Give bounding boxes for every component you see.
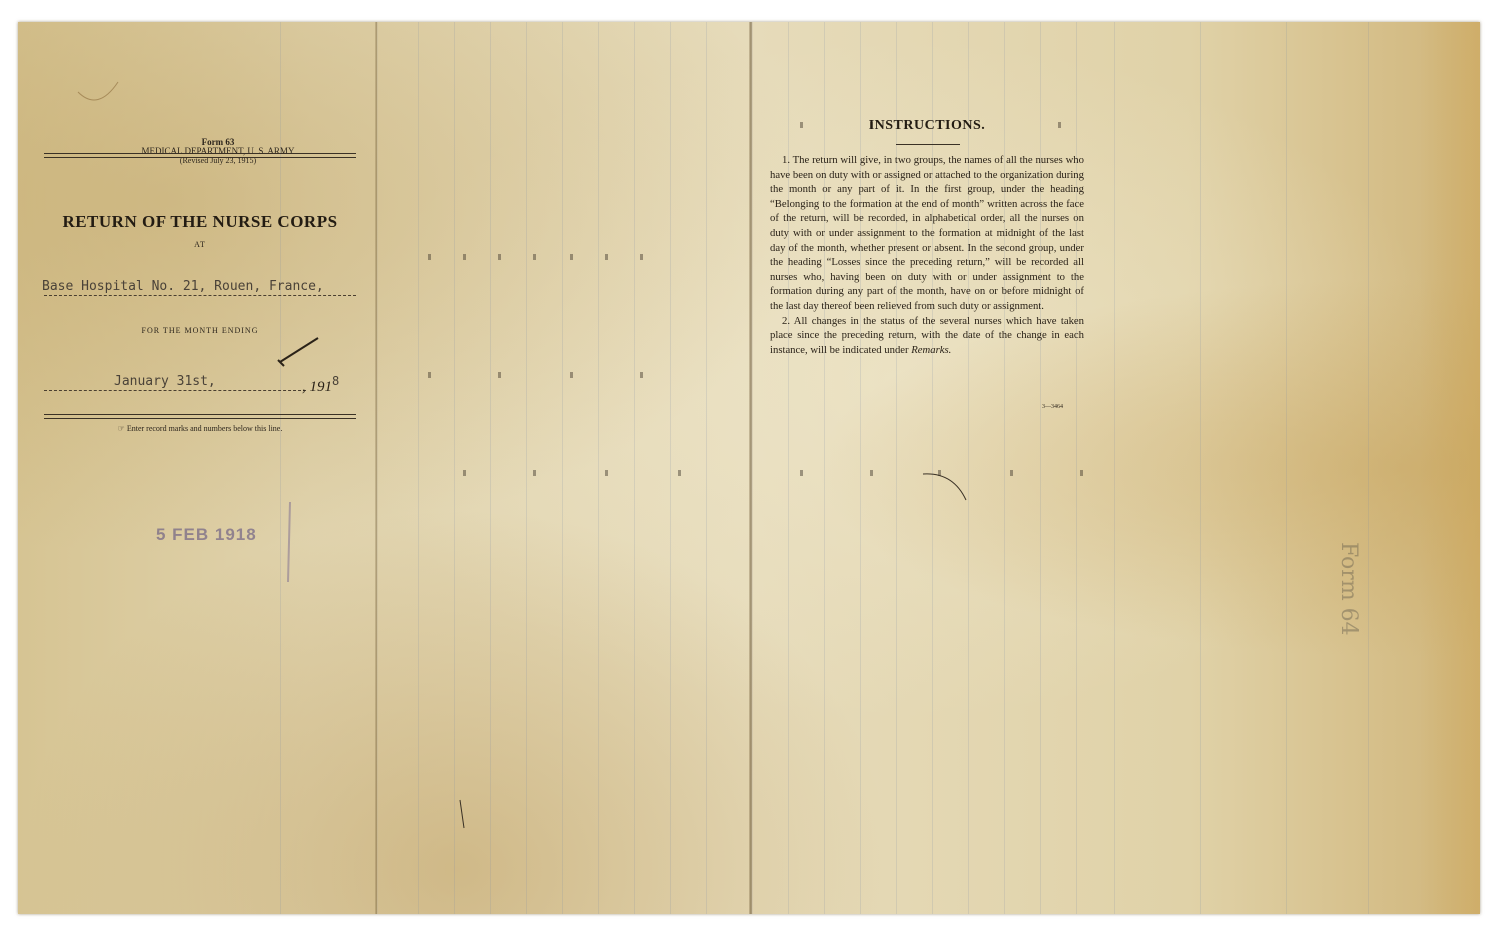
instructions-heading: INSTRUCTIONS. [868, 118, 986, 133]
instruction-item-2-text: 2. All changes in the status of the several nurses which have taken place since the preceding return, with the date of the change in each instance, will be indicated under [770, 314, 1084, 356]
print-code: 3—3464 [1042, 404, 1063, 410]
pen-marks [18, 22, 1480, 914]
form-number: Form 63 [201, 137, 235, 147]
month-ending-entry: January 31st, [114, 374, 216, 389]
pencil-annotation: Form 64 [1336, 542, 1361, 636]
location-entry: Base Hospital No. 21, Rouen, France, [42, 279, 324, 294]
revision-date: (Revised July 23, 1915) [179, 156, 257, 165]
month-ending-label: FOR THE MONTH ENDING [141, 326, 259, 335]
pointing-hand-icon: ☞ [117, 424, 125, 433]
document-title: RETURN OF THE NURSE CORPS [62, 212, 338, 231]
record-marks-text: Enter record marks and numbers below this line. [126, 424, 283, 433]
year-typed-digit: 8 [332, 374, 340, 388]
department-name: MEDICAL DEPARTMENT, U. S. ARMY [141, 146, 295, 156]
instruction-remarks: Remarks. [911, 343, 952, 356]
year-printed: , 191 [302, 379, 332, 395]
at-label: AT [194, 240, 206, 249]
instruction-item-1: 1. The return will give, in two groups, the names of all the nurses who have been on duty with or assigned or attached to the organization during the month or any part of it. In the first group, under the heading “Belonging to the formation at the end of month” written across the face of the return, will be recorded, in alphabetical order, all the nurses on duty with or under assignment to the formation at midnight of the last day of the month, whether present or absent. In the second group, under the heading “Losses since the preceding return,” will be recorded all nurses who, having been on duty with or under assignment to the formation during any part of the month, have on or before midnight of the last day thereof been relieved from such duty or assignment. [770, 154, 1084, 312]
received-date-stamp: 5 FEB 1918 [156, 525, 257, 544]
paper-sheet [18, 22, 1480, 914]
